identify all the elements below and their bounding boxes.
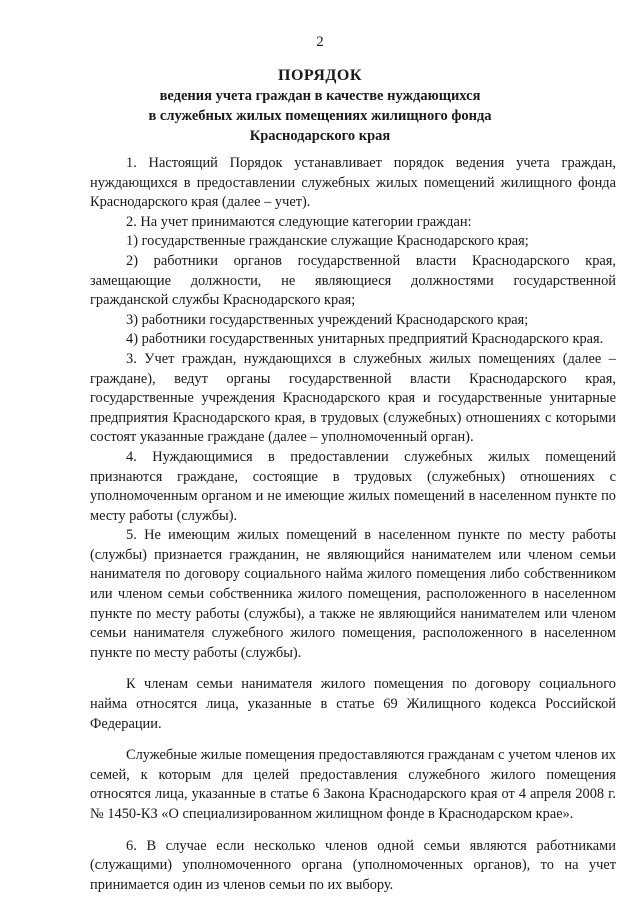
document-title [40,66,600,146]
paragraph-5-service-housing: Служебные жилые помещения предоставляются гражданам с учетом членов их семей, к которым для целей предоставления служебного жилого помещения относятся лица, указанные в статье 6 Закона Краснодарского края от 4 апреля 2008 г. № 1450-КЗ «О специализированном жилищном фонде в Краснодарском крае». [90,747,616,822]
paragraph-2-item-3: 3) работники государственных учреждений Краснодарского края; [126,311,529,328]
title-line-2: в служебных жилых помещениях жилищного фонда [148,108,492,124]
paragraph-2-item-4: 4) работники государственных унитарных предприятий Краснодарского края. [126,331,604,348]
title-line-3: Краснодарского края [249,128,391,144]
paragraph-4: 4. Нуждающимися в предоставлении служебных жилых помещений признаются граждане, состоящие в трудовых (служебных) отношениях с уполномоченным органом и не имеющие жилых помещений в населенном пункте по месту работы (службы). [90,448,616,524]
title-main: ПОРЯДОК [278,67,362,84]
paragraph-2-item-1: 1) государственные гражданские служащие Краснодарского края; [126,233,529,250]
title-line-1: ведения учета граждан в качестве нуждающихся [159,88,481,104]
document-body [90,154,616,895]
paragraph-5-family-members: К членам семьи нанимателя жилого помещения по договору социального найма относятся лица, указанные в статье 69 Жилищного кодекса Российской Федерации. [90,676,616,732]
paragraph-3: 3. Учет граждан, нуждающихся в служебных жилых помещениях (далее – граждане), ведут органы государственной власти Краснодарского края, государственные учреждения Краснодарского края и государственные унитарные предприятия Краснодарского края, в трудовых (служебных) отношениях с которыми состоят указанные граждане (далее – уполномоченный орган). [90,350,616,446]
paragraph-6: 6. В случае если несколько членов одной семьи являются работниками (служащими) уполномоченного органа (уполномоченных органов), то на учет принимается один из членов семьи по их выбору. [90,837,616,893]
paragraph-2: 2. На учет принимаются следующие категории граждан: [126,213,472,230]
paragraph-1: 1. Настоящий Порядок устанавливает порядок ведения учета граждан, нуждающихся в предоставлении служебных жилых помещений жилищного фонда Краснодарского края (далее – учет). [90,155,616,211]
page-number: 2 [316,34,324,50]
paragraph-5: 5. Не имеющим жилых помещений в населенном пункте по месту работы (службы) признается гражданин, не являющийся нанимателем или членом семьи нанимателя по договору социального найма жилого помещения либо собственником или членом семьи собственника жилого помещения, расположенного в населенном пункте по месту работы (службы), а также не являющийся нанимателем или членом семьи нанимателя служебного жилого помещения, расположенного в населенном пункте по месту работы (службы). [90,527,616,661]
paragraph-2-item-2: 2) работники органов государственной власти Краснодарского края, замещающие должности, не являющиеся должностями государственной гражданской службы Краснодарского края; [90,252,616,309]
